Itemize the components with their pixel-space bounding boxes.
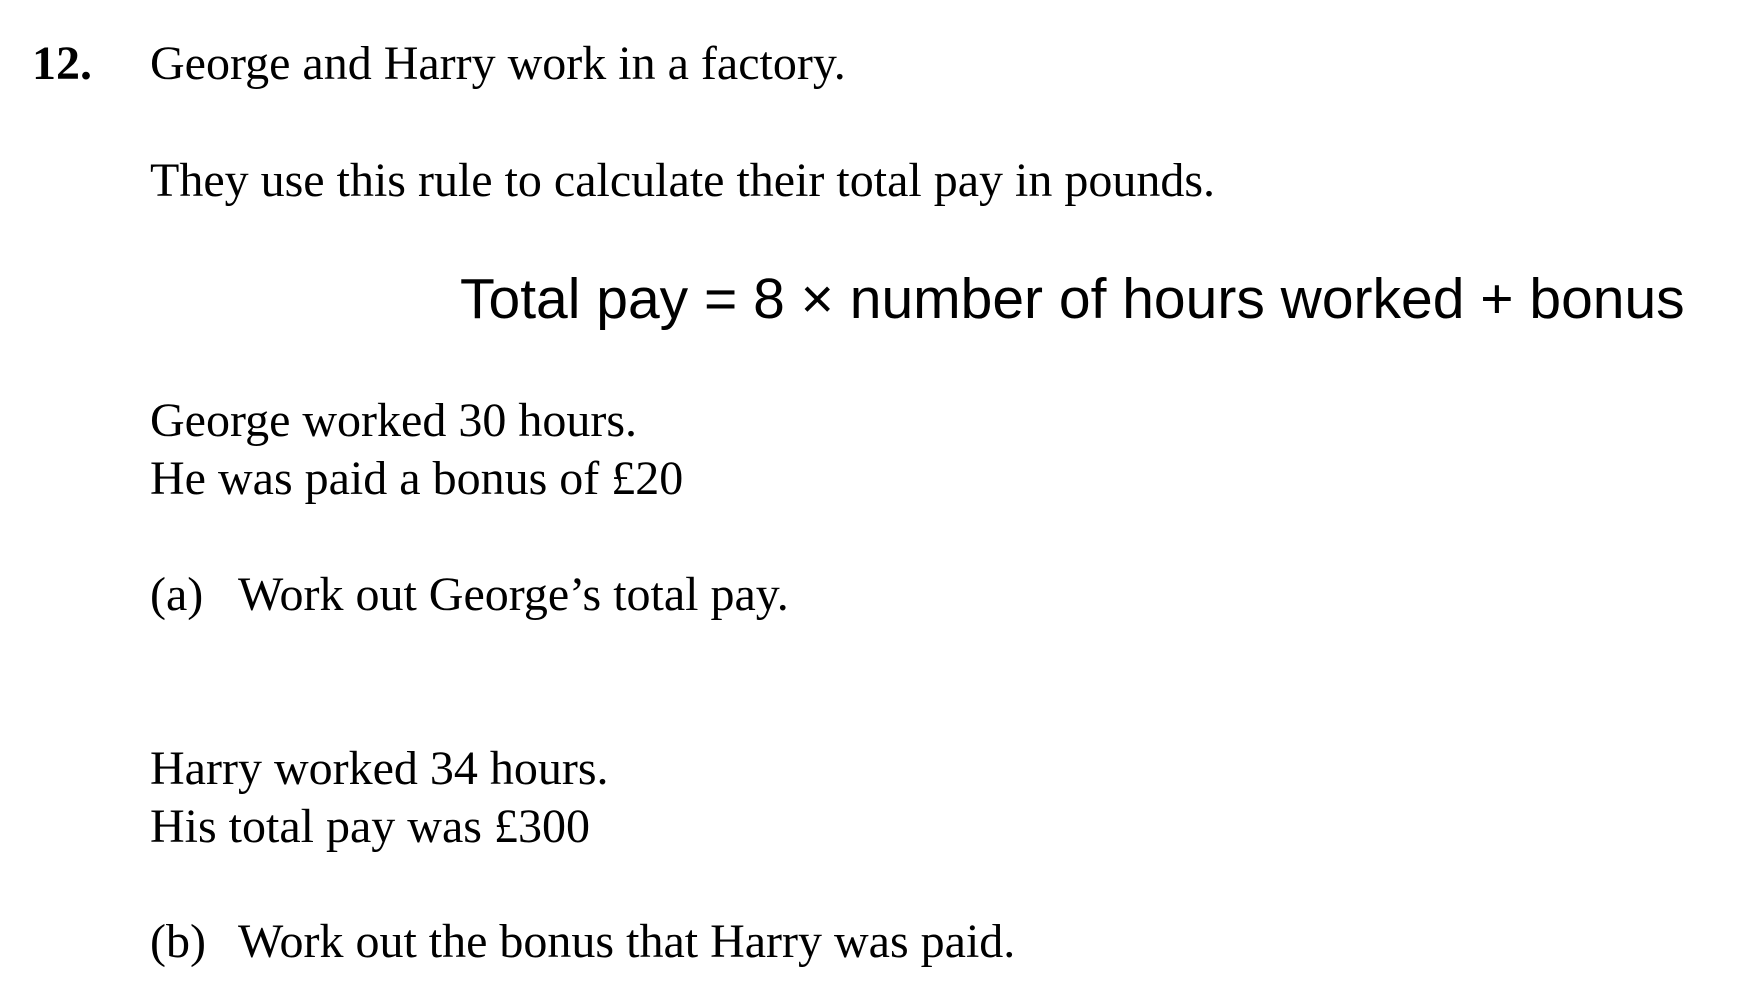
george-hours: George worked 30 hours.: [150, 394, 638, 447]
rule-intro: They use this rule to calculate their total pay in pounds.: [150, 154, 1216, 207]
george-bonus: He was paid a bonus of £20: [150, 452, 684, 505]
question-intro: George and Harry work in a factory.: [150, 37, 846, 90]
part-a-label: (a): [150, 568, 204, 621]
pay-formula: Total pay = 8 × number of hours worked + bonus: [460, 267, 1685, 331]
harry-hours: Harry worked 34 hours.: [150, 742, 609, 795]
part-b-label: (b): [150, 915, 206, 968]
harry-pay: His total pay was £300: [150, 800, 590, 853]
part-b-text: Work out the bonus that Harry was paid.: [238, 915, 1016, 968]
question-number: 12.: [32, 37, 92, 90]
part-a-text: Work out George’s total pay.: [238, 568, 789, 621]
